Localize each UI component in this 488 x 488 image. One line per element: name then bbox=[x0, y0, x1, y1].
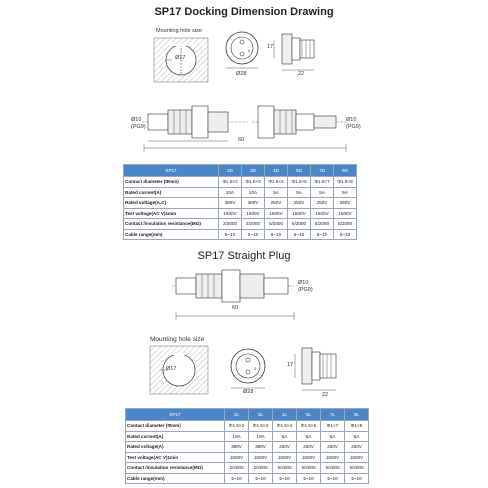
table-cell: 5~10 bbox=[249, 473, 273, 484]
table-cell: 2/2000 bbox=[219, 219, 242, 230]
table-cell: 1500V bbox=[311, 208, 334, 219]
table-cell: 5A bbox=[321, 431, 345, 442]
table-cell: 380V bbox=[219, 198, 242, 209]
table-cell: 5~10 bbox=[345, 473, 369, 484]
table-cell: 5/2000 bbox=[311, 219, 334, 230]
straight-plug-title: SP17 Straight Plug bbox=[197, 250, 291, 262]
mounting-hole-drawing-2 bbox=[146, 344, 212, 396]
table-row bbox=[124, 219, 357, 230]
mounting-hole-label-2: Mounting hole size bbox=[150, 336, 205, 343]
table-cell: 5A bbox=[297, 431, 321, 442]
table-cell: Φ1.5×7 bbox=[311, 177, 334, 188]
table1-header-cell: 9D bbox=[334, 165, 357, 177]
table-cell: 5~10 bbox=[265, 229, 288, 240]
docking-title: SP17 Docking Dimension Drawing bbox=[154, 6, 334, 18]
table-cell: 5A bbox=[334, 187, 357, 198]
table-cell: 5A bbox=[311, 187, 334, 198]
table-cell: 5~10 bbox=[311, 229, 334, 240]
front-face-drawing bbox=[222, 28, 262, 76]
table-cell: 5/2000 bbox=[345, 463, 369, 474]
table-cell: 1500V bbox=[345, 452, 369, 463]
table-cell: 1500V bbox=[273, 452, 297, 463]
table-row bbox=[124, 187, 357, 198]
table-cell: 1500V bbox=[321, 452, 345, 463]
receptacle-side-drawing bbox=[268, 26, 320, 76]
dim-phi10-left: Ø10 bbox=[131, 117, 142, 123]
table-cell: 10A bbox=[242, 187, 265, 198]
table2-header-cell: 3L bbox=[249, 409, 273, 421]
plug-dim-phi10: Ø10 bbox=[298, 280, 309, 286]
table-cell: 2/2000 bbox=[225, 463, 249, 474]
table-cell: 250V bbox=[265, 198, 288, 209]
row-label: Rated voltage(A.C) bbox=[124, 198, 219, 209]
table-row bbox=[126, 421, 369, 432]
table-cell: Φ1.5×2 bbox=[219, 177, 242, 188]
dim-phi28: Ø28 bbox=[236, 71, 247, 77]
plug-dim-line-60 bbox=[170, 312, 300, 320]
table-cell: 1500V bbox=[225, 452, 249, 463]
table2-header-cell: 2L bbox=[225, 409, 249, 421]
spec-table-1 bbox=[123, 164, 357, 240]
table-cell: 10A bbox=[225, 431, 249, 442]
table-cell: Φ1.5×4 bbox=[265, 177, 288, 188]
receptacle-side-drawing-2 bbox=[290, 340, 346, 396]
dim-pg9-left: (PG9) bbox=[131, 124, 146, 130]
row-label: Test voltage(AC V)1min bbox=[126, 452, 225, 463]
table-cell: 5/2000 bbox=[265, 219, 288, 230]
table1-header-cell: 5D bbox=[288, 165, 311, 177]
dim-phi17: Ø17 bbox=[175, 55, 186, 61]
plug-dim-60: 60 bbox=[232, 305, 239, 311]
dim-line-60 bbox=[140, 144, 350, 154]
plug-dim-pg9: (PG9) bbox=[298, 287, 313, 293]
dim-22: 22 bbox=[298, 71, 305, 77]
table-cell: 5~10 bbox=[321, 473, 345, 484]
table-cell: Φ1×7 bbox=[321, 421, 345, 432]
table-cell: Φ1.5×3 bbox=[242, 177, 265, 188]
table2-header-cell: 7L bbox=[321, 409, 345, 421]
table-cell: Φ1.5×2 bbox=[225, 421, 249, 432]
row-label: Contact /insulation resistance(MΩ) bbox=[126, 463, 225, 474]
table-cell: Φ1.5×3 bbox=[249, 421, 273, 432]
table-cell: 250V bbox=[297, 442, 321, 453]
row-label: Rated current(A) bbox=[126, 431, 225, 442]
table1-header-cell: 3D bbox=[242, 165, 265, 177]
table-cell: 5~10 bbox=[225, 473, 249, 484]
table-row bbox=[124, 198, 357, 209]
row-label: Contact /insulation resistance(MΩ) bbox=[124, 219, 219, 230]
table1-header-row bbox=[124, 165, 357, 177]
row-label: Rated current(A) bbox=[124, 187, 219, 198]
table-cell: 380V bbox=[249, 442, 273, 453]
table-cell: 1500V bbox=[242, 208, 265, 219]
dim-22-2: 22 bbox=[322, 392, 329, 398]
table-cell: 5A bbox=[273, 431, 297, 442]
dim-phi17-2: Ø17 bbox=[166, 366, 177, 372]
table-row bbox=[126, 473, 369, 484]
dim-phi10-right: Ø10 bbox=[346, 117, 357, 123]
table-row bbox=[126, 463, 369, 474]
dim-60: 60 bbox=[238, 137, 245, 143]
table2-header-cell: 5L bbox=[297, 409, 321, 421]
table-cell: Φ1.5×9 bbox=[334, 177, 357, 188]
table-cell: 1500V bbox=[288, 208, 311, 219]
spec-table-2 bbox=[125, 408, 369, 484]
table2-header-row bbox=[126, 409, 369, 421]
table-cell: 5A bbox=[265, 187, 288, 198]
table-cell: 1500V bbox=[334, 208, 357, 219]
table-cell: 5~10 bbox=[273, 473, 297, 484]
table-row bbox=[126, 452, 369, 463]
table-cell: 2/2000 bbox=[249, 463, 273, 474]
table-cell: 250V bbox=[273, 442, 297, 453]
table-row bbox=[124, 208, 357, 219]
table-cell: 1500V bbox=[297, 452, 321, 463]
table-cell: 1500V bbox=[265, 208, 288, 219]
table-cell: Φ1.5×4 bbox=[273, 421, 297, 432]
table1-header-cell: 4D bbox=[265, 165, 288, 177]
svg-text:2: 2 bbox=[254, 366, 257, 371]
table-cell: 380V bbox=[225, 442, 249, 453]
table-cell: 5A bbox=[345, 431, 369, 442]
row-label: Rated voltage(A) bbox=[126, 442, 225, 453]
table1-header-cell: SP17 bbox=[124, 165, 219, 177]
dim-phi28-2: Ø28 bbox=[243, 389, 254, 395]
dim-17-side: 17 bbox=[267, 44, 274, 50]
table-cell: 380V bbox=[242, 198, 265, 209]
table-cell: 250V bbox=[311, 198, 334, 209]
row-label: Cable range(mm) bbox=[124, 229, 219, 240]
table-cell: 5/2000 bbox=[334, 219, 357, 230]
table-cell: 5~10 bbox=[288, 229, 311, 240]
table-cell: 250V bbox=[288, 198, 311, 209]
table-cell: 250V bbox=[321, 442, 345, 453]
table-cell: 1500V bbox=[249, 452, 273, 463]
table2-header-cell: 4L bbox=[273, 409, 297, 421]
mounting-hole-label: Mounting hole size bbox=[156, 28, 202, 34]
table1-header-cell: 7D bbox=[311, 165, 334, 177]
table-cell: 5/2000 bbox=[297, 463, 321, 474]
table-cell: 1500V bbox=[219, 208, 242, 219]
table2-header-cell: 9L bbox=[345, 409, 369, 421]
dim-pg9-right: (PG9) bbox=[346, 124, 361, 130]
svg-text:2: 2 bbox=[248, 48, 251, 53]
table-cell: 2/2000 bbox=[242, 219, 265, 230]
table-cell: 10A bbox=[249, 431, 273, 442]
plug-right-drawing bbox=[250, 100, 350, 144]
table-cell: 250V bbox=[345, 442, 369, 453]
plug-left-drawing bbox=[140, 100, 250, 144]
table-row bbox=[124, 177, 357, 188]
table-cell: Φ1×9 bbox=[345, 421, 369, 432]
table-cell: 5~10 bbox=[242, 229, 265, 240]
table-cell: 5~10 bbox=[219, 229, 242, 240]
table-cell: 5~10 bbox=[297, 473, 321, 484]
table-cell: 5/2000 bbox=[321, 463, 345, 474]
table-cell: 5~10 bbox=[334, 229, 357, 240]
table-cell: Φ1.5×5 bbox=[297, 421, 321, 432]
table-cell: 5A bbox=[288, 187, 311, 198]
table-cell: 10A bbox=[219, 187, 242, 198]
table-cell: 250V bbox=[334, 198, 357, 209]
table1-header-cell: 2D bbox=[219, 165, 242, 177]
dim-17-side-2: 17 bbox=[287, 362, 294, 368]
table-cell: 5/2000 bbox=[288, 219, 311, 230]
row-label: Cable range(mm) bbox=[126, 473, 225, 484]
straight-plug-drawing bbox=[170, 264, 296, 308]
row-label: Test voltage(AC V)1min bbox=[124, 208, 219, 219]
table-row bbox=[126, 442, 369, 453]
row-label: Contact diameter (Φmm) bbox=[124, 177, 219, 188]
table-row bbox=[126, 431, 369, 442]
table-cell: 5/2000 bbox=[273, 463, 297, 474]
table-row bbox=[124, 229, 357, 240]
row-label: Contact diameter (Φmm) bbox=[126, 421, 225, 432]
table2-header-cell: SP17 bbox=[126, 409, 225, 421]
table-cell: Φ1.5×5 bbox=[288, 177, 311, 188]
